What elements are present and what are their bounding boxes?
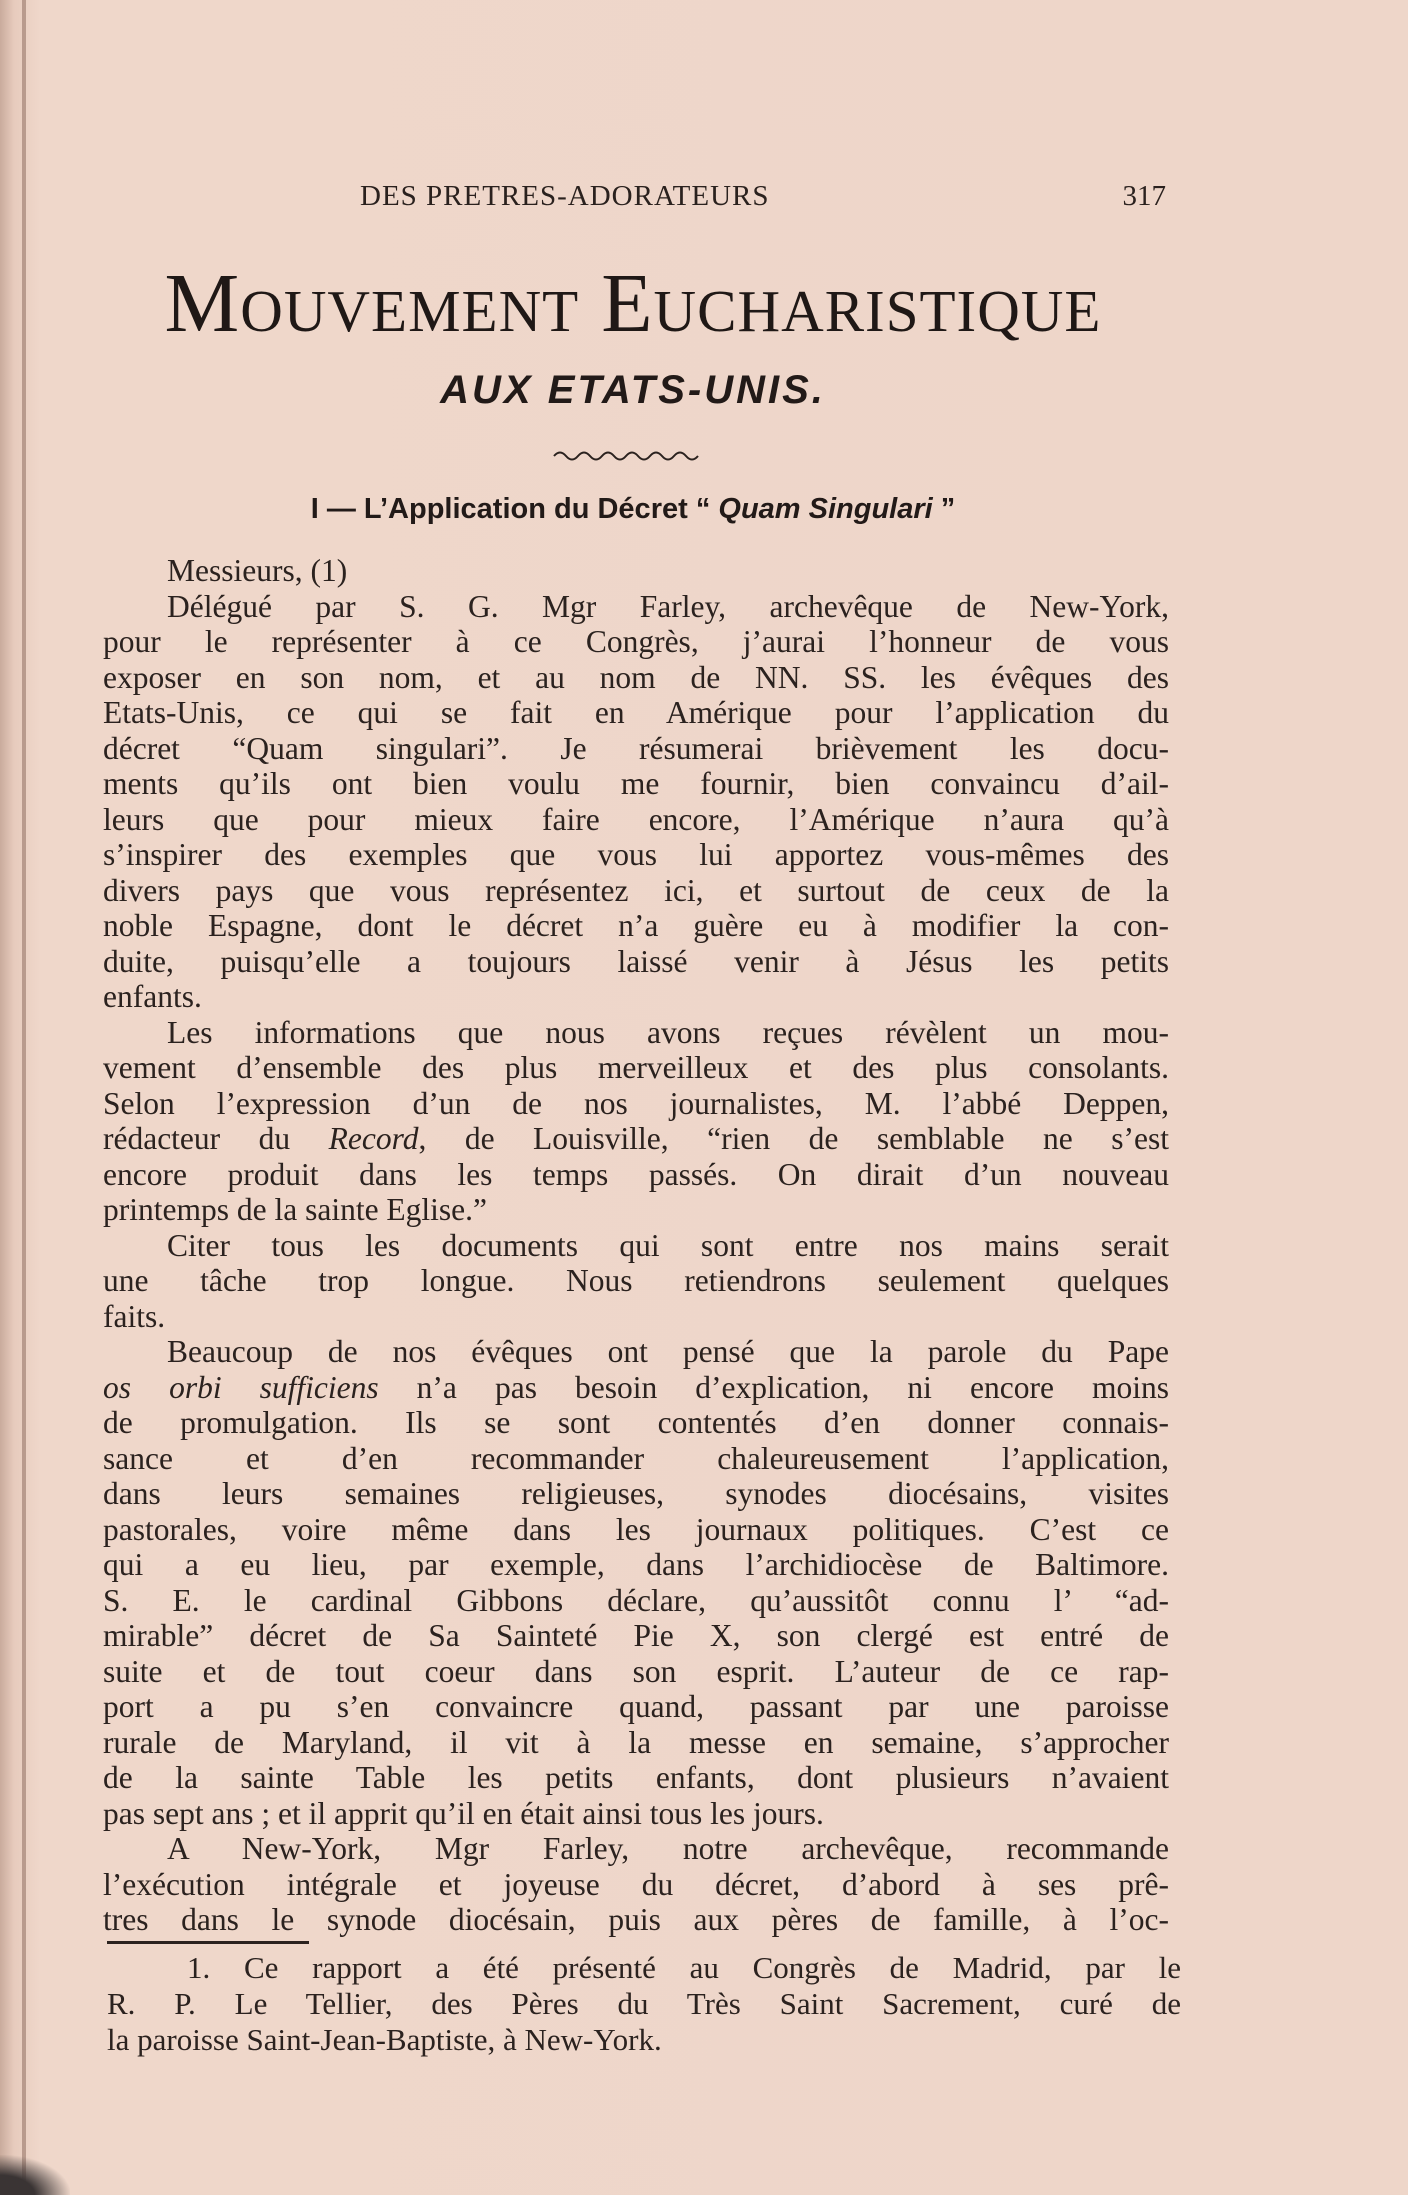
- corner-shadow: [0, 2155, 70, 2195]
- text-line: l’exécution intégrale et joyeuse du décret, d’abord à ses prê-: [103, 1866, 1169, 1902]
- running-title: DES PRETRES-ADORATEURS: [360, 180, 770, 212]
- footnote: [107, 1950, 1181, 2058]
- text-line: s’inspirer des exemples que vous lui apportez vous-mêmes des: [103, 837, 1169, 872]
- text-line: [103, 1121, 1169, 1157]
- text-line: tres dans le synode diocésain, puis aux pères de famille, à l’oc-: [103, 1902, 1169, 1937]
- text-line: décret “Quam singulari”. Je résumerai brièvement les docu-: [103, 730, 1169, 766]
- footnote-line: la paroisse Saint-Jean-Baptiste, à New-York.: [107, 2022, 662, 2057]
- text-line: Les informations que nous avons reçues révèlent un mou-: [167, 1014, 1169, 1050]
- text-line: mirable” décret de Sa Sainteté Pie X, son clergé est entré de: [103, 1618, 1169, 1653]
- text-line: encore produit dans les temps passés. On dirait d’un nouveau: [103, 1156, 1169, 1192]
- text-line: ments qu’ils ont bien voulu me fournir, bien convaincu d’ail-: [103, 766, 1169, 801]
- text-line: exposer en son nom, et au nom de NN. SS. les évêques des: [103, 659, 1169, 695]
- line-italic: Record: [328, 1121, 419, 1156]
- text-line: vement d’ensemble des plus merveilleux et des plus consolants.: [103, 1050, 1169, 1085]
- binding-edge: [22, 0, 26, 2195]
- page-number: 317: [1122, 180, 1166, 212]
- section-heading-suffix: ”: [932, 493, 956, 525]
- text-line: pastorales, voire même dans les journaux politiques. C’est ce: [103, 1511, 1169, 1547]
- running-head: [100, 180, 1166, 222]
- text-line: S. E. le cardinal Gibbons déclare, qu’aussitôt connu l’ “ad-: [103, 1582, 1169, 1618]
- text-line: une tâche trop longue. Nous retiendrons seulement quelques: [103, 1263, 1169, 1298]
- text-line: printemps de la sainte Eglise.”: [103, 1192, 488, 1227]
- text-line: leurs que pour mieux faire encore, l’Amérique n’aura qu’à: [103, 801, 1169, 837]
- line-text: n’a pas besoin d’explication, ni encore moins: [378, 1369, 1169, 1405]
- footnote-line: 1. Ce rapport a été présenté au Congrès de Madrid, par le: [187, 1950, 1181, 1985]
- text-line: Etats-Unis, ce qui se fait en Amérique pour l’application du: [103, 695, 1169, 730]
- article-subtitle: AUX ETATS-UNIS.: [440, 368, 826, 412]
- section-heading-prefix: I — L’Application du Décret “: [310, 493, 719, 525]
- text-line: pour le représenter à ce Congrès, j’aurai l’honneur de vous: [103, 624, 1169, 659]
- body-text: [103, 553, 1169, 1938]
- line-italic: os orbi sufficiens: [103, 1369, 379, 1405]
- text-line: suite et de tout coeur dans son esprit. L’auteur de ce rap-: [103, 1653, 1169, 1689]
- text-line: port a pu s’en convaincre quand, passant par une paroisse: [103, 1689, 1169, 1724]
- text-line: divers pays que vous représentez ici, et surtout de ceux de la: [103, 872, 1169, 908]
- text-line: faits.: [103, 1298, 166, 1334]
- text-line: pas sept ans ; et il apprit qu’il en était ainsi tous les jours.: [103, 1795, 824, 1831]
- text-line: enfants.: [103, 979, 202, 1014]
- text-line: Beaucoup de nos évêques ont pensé que la parole du Pape: [167, 1334, 1169, 1369]
- text-line: A New-York, Mgr Farley, notre archevêque, recommande: [167, 1831, 1169, 1866]
- text-line: de la sainte Table les petits enfants, dont plusieurs n’avaient: [103, 1760, 1169, 1795]
- text-line: Délégué par S. G. Mgr Farley, archevêque de New-York,: [167, 588, 1169, 624]
- text-line: Selon l’expression d’un de nos journalistes, M. l’abbé Deppen,: [103, 1085, 1169, 1121]
- line-text: rédacteur du: [103, 1121, 329, 1156]
- section-heading-italic: Quam Singulari: [718, 493, 933, 525]
- footnote-line: R. P. Le Tellier, des Pères du Très Saint Sacrement, curé de: [107, 1986, 1181, 2021]
- text-line: noble Espagne, dont le décret n’a guère eu à modifier la con-: [103, 908, 1169, 943]
- text-line: duite, puisqu’elle a toujours laissé venir à Jésus les petits: [103, 943, 1169, 979]
- line-text: , de Louisville, “rien de semblable ne s’est: [418, 1121, 1169, 1156]
- section-heading: [100, 493, 1166, 526]
- text-line: Citer tous les documents qui sont entre nos mains serait: [167, 1227, 1169, 1263]
- footnote-rule: [107, 1941, 309, 1944]
- text-line: de promulgation. Ils se sont contentés d’en donner connais-: [103, 1405, 1169, 1440]
- text-line: [103, 1370, 1169, 1406]
- text-line: rurale de Maryland, il vit à la messe en semaine, s’approcher: [103, 1724, 1169, 1760]
- text-line: qui a eu lieu, par exemple, dans l’archidiocèse de Baltimore.: [103, 1547, 1169, 1582]
- wavy-ornament-icon: [552, 446, 704, 462]
- text-line: sance et d’en recommander chaleureusement l’application,: [103, 1440, 1169, 1476]
- text-line: dans leurs semaines religieuses, synodes diocésains, visites: [103, 1476, 1169, 1511]
- text-line: Messieurs, (1): [167, 553, 348, 588]
- article-title: Mouvement Eucharistique: [164, 257, 1102, 350]
